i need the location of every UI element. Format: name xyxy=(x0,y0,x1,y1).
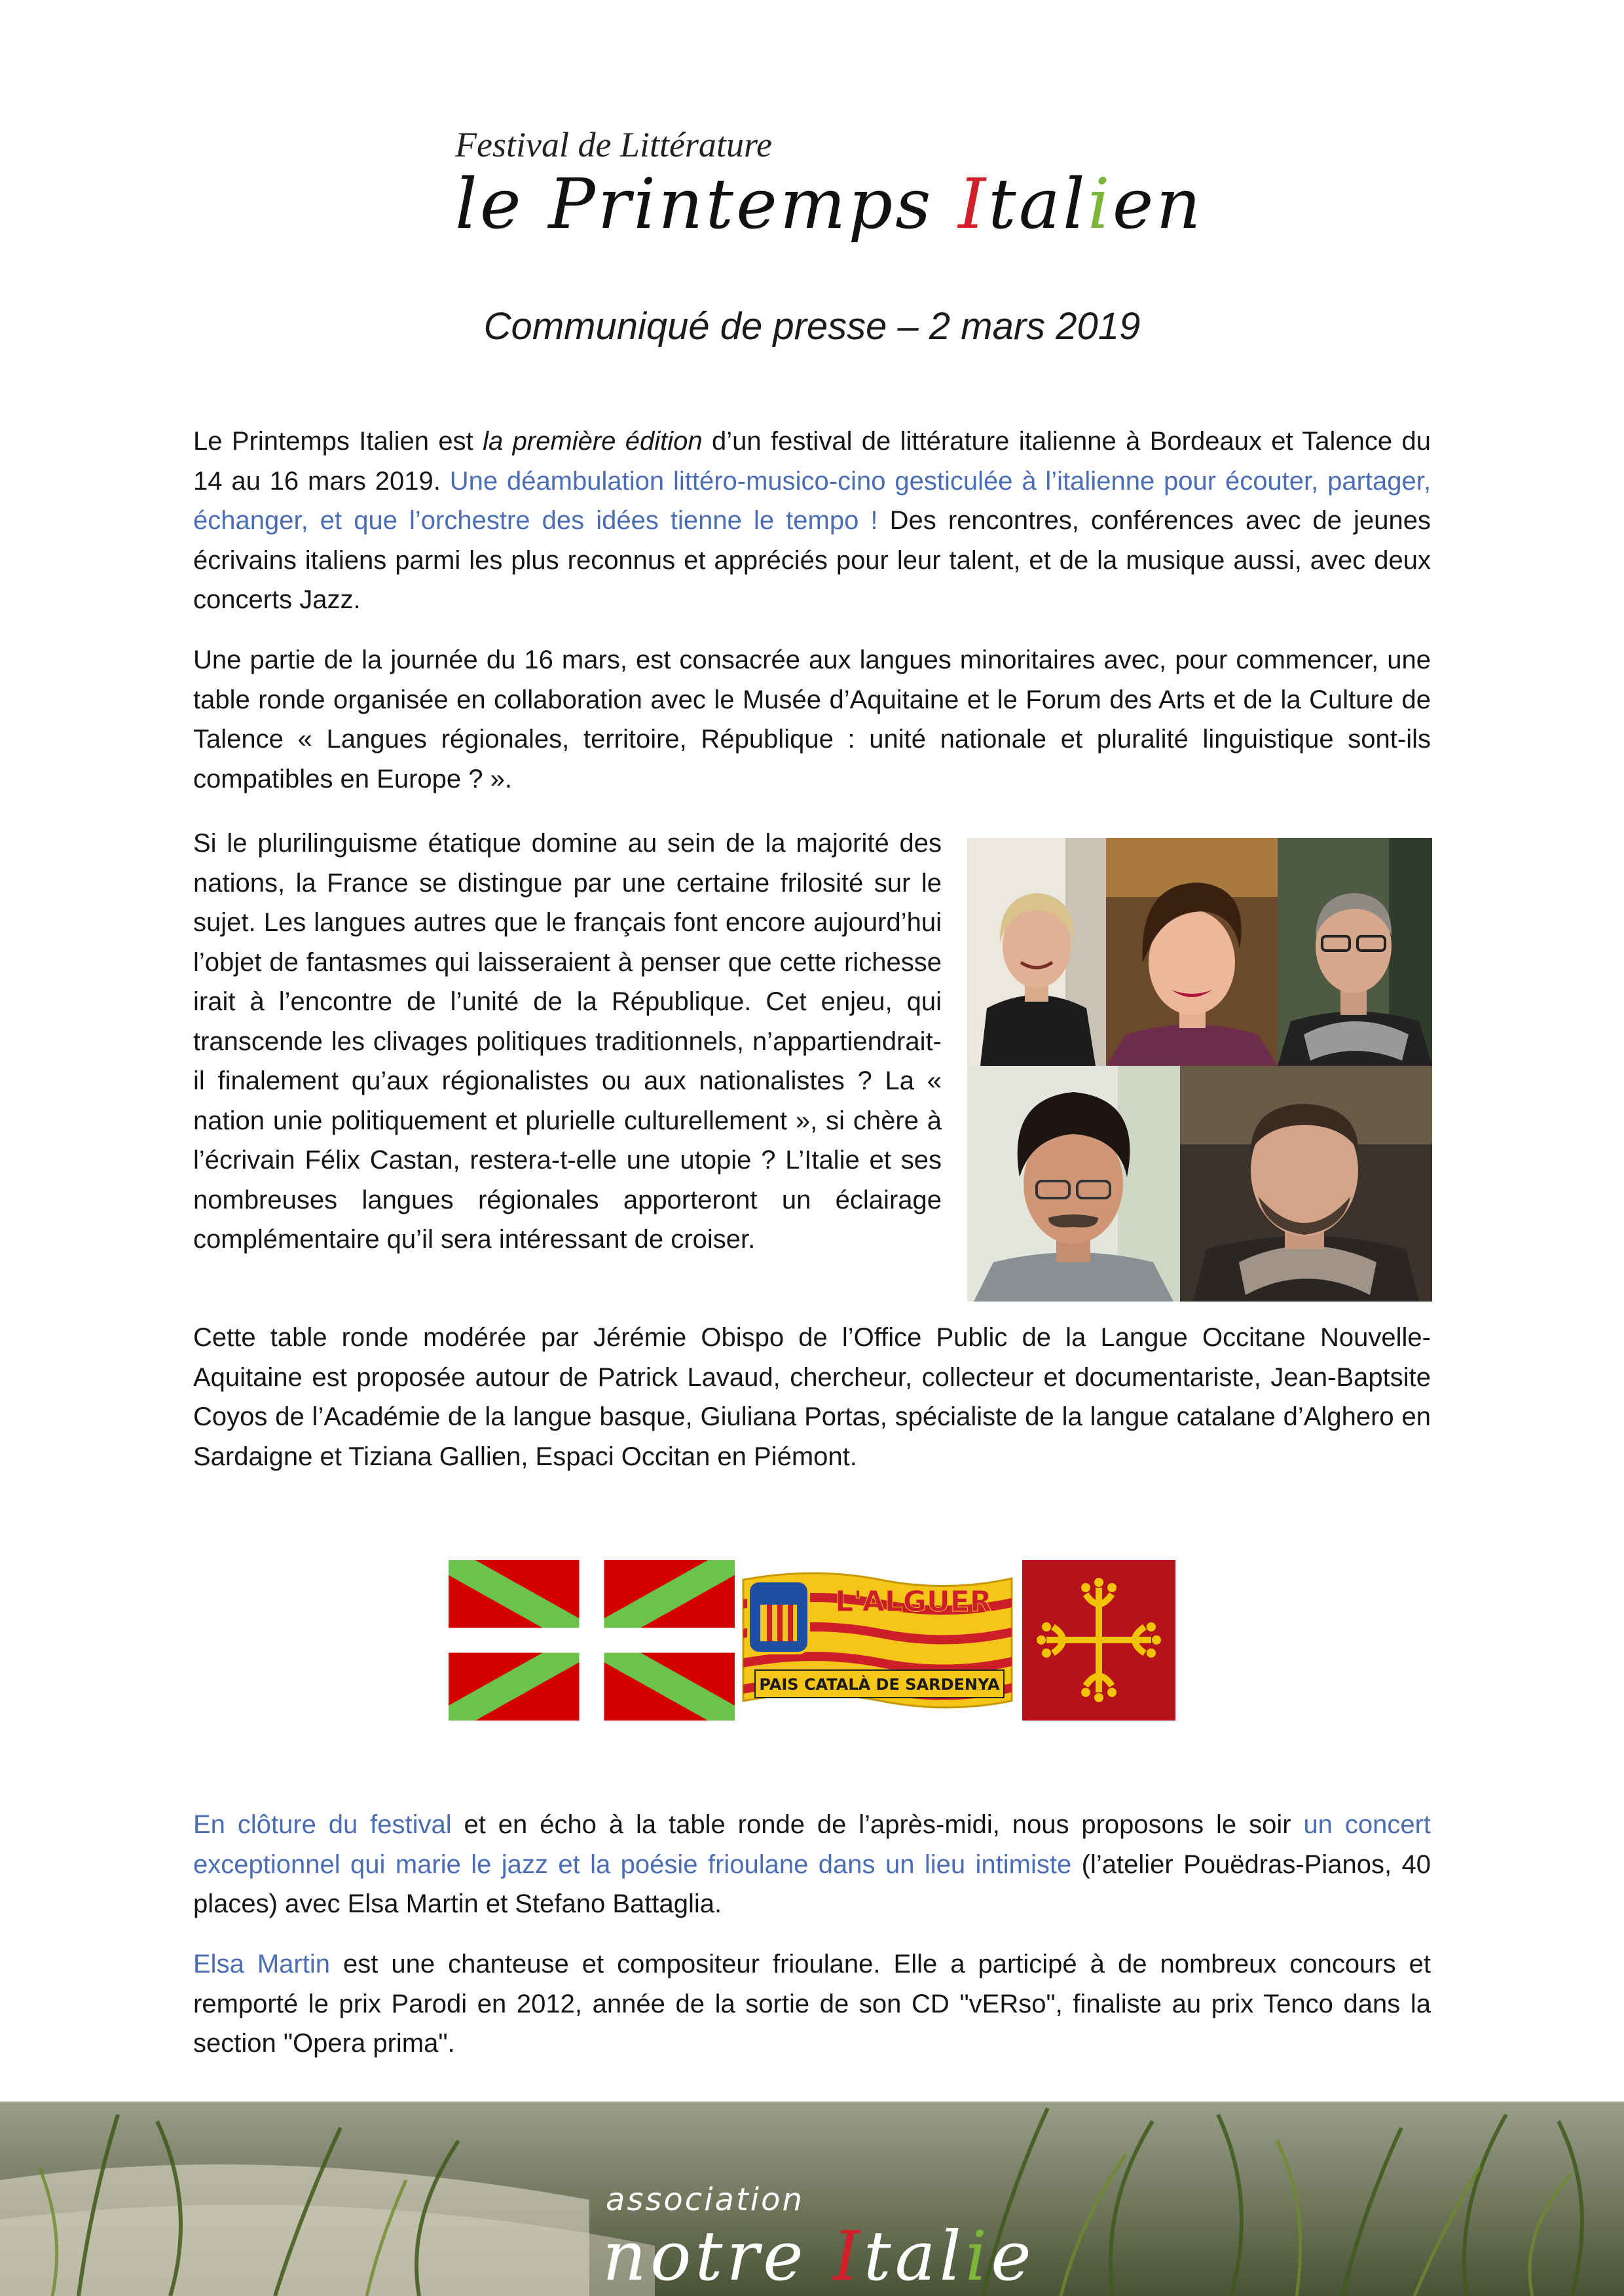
title-prefix: le Printemps xyxy=(455,164,959,244)
speaker-photo-man-glasses xyxy=(1278,838,1432,1066)
footer-name-prefix: notre xyxy=(602,2216,833,2296)
regional-flags xyxy=(449,1560,1175,1721)
festival-header xyxy=(455,124,1306,255)
closing-text-highlight-c: un concert exceptionnel qui marie le jazz et la poésie frioulane dans un lieu intimiste xyxy=(193,1810,1431,1879)
title-suffix: en xyxy=(1112,164,1204,244)
speaker-photo-woman-blonde xyxy=(967,838,1106,1066)
footer-name-suffix: e xyxy=(991,2216,1035,2296)
title-letter-i-red: I xyxy=(958,164,989,244)
speaker-photo-woman-smiling xyxy=(1106,838,1278,1066)
intro-text-a: Le Printemps Italien est xyxy=(193,427,483,456)
footer-letter-i-green: i xyxy=(965,2216,991,2296)
occitan-flag-icon xyxy=(1022,1560,1175,1721)
festival-title xyxy=(455,164,1204,244)
footer-association-label: association xyxy=(606,2181,804,2218)
speaker-photo-man-curly-hair xyxy=(967,1066,1180,1302)
elsa-martin-bio: est une chanteuse et compositeur frioulane. Elle a participé à de nombreux concours et remporté le prix Parodi en 2012, année de la sortie de son CD "vERso", finaliste au prix Tenco dans la section "Opera prima". xyxy=(193,1950,1431,2058)
alghero-flag-title: L'ALGUER xyxy=(835,1585,992,1618)
alghero-flag-icon xyxy=(737,1567,1018,1714)
speakers-photo-collage xyxy=(967,838,1432,1302)
paragraph-plurilinguism: Si le plurilinguisme étatique domine au sein de la majorité des nations, la France se distingue par une certaine frilosité sur le sujet. Les langues autres que le français font encore aujourd’hui l’objet de fantasmes qui laisseraient à penser que cette richesse irait à l’encontre de l’unité de la République. Cet enjeu, qui transcende les clivages politiques traditionnels, n’appartiendrait-il finalement qu’aux régionalistes ou aux nationalistes ? La « nation unie politiquement et plurielle culturellement », si chère à l’écrivain Félix Castan, restera-t-elle une utopie ? L’Italie et ses nombreuses langues régionales apporteront un éclairage complémentaire qu’il sera intéressant de croiser. xyxy=(193,829,942,1254)
paragraph-elsa-martin xyxy=(193,1944,1431,2064)
paragraph-round-table: Une partie de la journée du 16 mars, est consacrée aux langues minoritaires avec, pour commencer, une table ronde organisée en collaboration avec le Musée d’Aquitaine et le Forum des Arts et de la Culture de Talence « Langues régionales, territoire, République : unité nationale et pluralité linguistique sont-ils compatibles en Europe ? ». xyxy=(193,646,1431,793)
speaker-photo-man-beard xyxy=(1180,1066,1432,1302)
press-release-date: Communiqué de presse – 2 mars 2019 xyxy=(483,305,1141,348)
title-mid: tal xyxy=(988,164,1088,244)
intro-text-c: d’un festival de littérature italienne à Bordeaux et Talence du 14 au 16 mars 2019. xyxy=(193,427,1431,496)
footer-letter-i-red: I xyxy=(832,2216,864,2296)
paragraph-round-table-speakers: Cette table ronde modérée par Jérémie Obispo de l’Office Public de la Langue Occitane Nouvelle-Aquitaine est proposée autour de Patrick Lavaud, chercheur, collecteur et documentariste, Jean-Baptsite Coyos de l’Académie de la langue basque, Giuliana Portas, spécialiste de la langue catalane d’Alghero en Sardaigne et Tiziana Gallien, Espaci Occitan en Piémont. xyxy=(193,1323,1431,1471)
festival-label: Festival de Littérature xyxy=(455,125,772,164)
footer-name-mid: tal xyxy=(863,2216,965,2296)
alghero-flag-subtitle: PAIS CATALÀ DE SARDENYA xyxy=(759,1675,1000,1694)
closing-text-highlight-a: En clôture du festival xyxy=(193,1810,452,1839)
intro-text-highlight: Une déambulation littéro-musico-cino gesticulée à l’italienne pour écouter, partager, échanger, et que l’orchestre des idées tienne le tempo ! xyxy=(193,466,1431,535)
paragraph-closing-concert xyxy=(193,1805,1431,1924)
closing-text-d: (l’atelier Pouëdras-Pianos, 40 places) avec Elsa Martin et Stefano Battaglia. xyxy=(193,1850,1431,1918)
title-letter-i-green: i xyxy=(1087,164,1113,244)
intro-text-e: Des rencontres, conférences avec de jeunes écrivains italiens parmi les plus reconnus et appréciés pour leur talent, et de la musique aussi, avec deux concerts Jazz. xyxy=(193,506,1431,614)
paragraph-intro xyxy=(193,422,1431,620)
intro-text-italic: la première édition xyxy=(483,427,703,456)
elsa-martin-name: Elsa Martin xyxy=(193,1950,330,1978)
basque-flag-icon xyxy=(449,1560,735,1721)
footer-association-name xyxy=(602,2216,1035,2296)
closing-text-b: et en écho à la table ronde de l’après-midi, nous proposons le soir xyxy=(451,1810,1304,1839)
